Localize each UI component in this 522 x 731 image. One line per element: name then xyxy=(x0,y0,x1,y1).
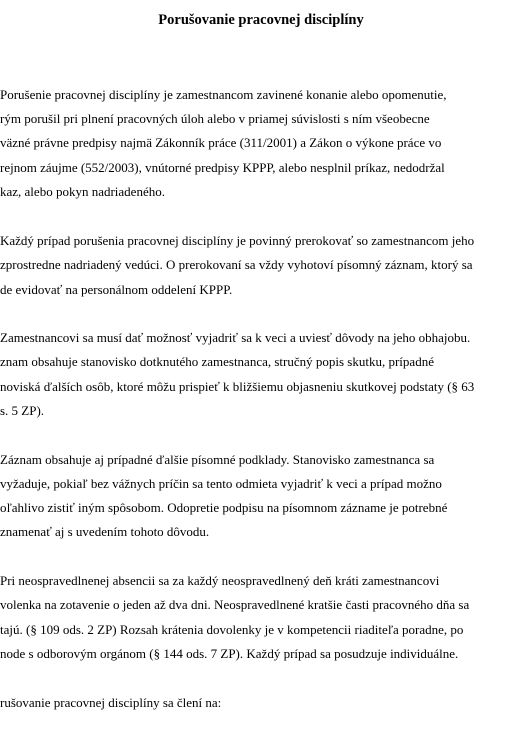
paragraph-2-line-2: zprostredne nadriadený vedúci. O prerokovaní sa vždy vyhotoví písomný záznam, ktorý sa xyxy=(0,257,473,272)
paragraph-5-line-2: volenka na zotavenie o jeden až dva dni. Neospravedlnené kratšie časti pracovného dňa sa xyxy=(0,597,470,612)
paragraph-1-line-1: Porušenie pracovnej disciplíny je zamestnancom zavinené konanie alebo opomenutie, xyxy=(0,87,447,102)
paragraph-1-line-3: väzné právne predpisy najmä Zákonník práce (311/2001) a Zákon o výkone práce vo xyxy=(0,135,442,150)
paragraph-4-line-1: Záznam obsahuje aj prípadné ďalšie písomné podklady. Stanovisko zamestnanca sa xyxy=(0,452,435,467)
paragraph-4-line-3: oľahlivo zistiť iným spôsobom. Odopretie podpisu na písomnom zázname je potrebné xyxy=(0,500,448,515)
paragraph-4-line-4: znamenať aj s uvedením tohoto dôvodu. xyxy=(0,524,210,539)
paragraph-5-line-1: Pri neospravedlnenej absencii sa za každý neospravedlnený deň kráti zamestnancovi xyxy=(0,573,440,588)
paragraph-5-line-4: node s odborovým orgánom (§ 144 ods. 7 ZP). Každý prípad sa posudzuje individuálne. xyxy=(0,646,459,661)
paragraph-2-line-3: de evidovať na personálnom oddelení KPPP. xyxy=(0,282,233,297)
paragraph-3-line-3: noviská ďalších osôb, ktoré môžu prispieť k bližšiemu objasneniu skutkovej podstaty (§ 63 xyxy=(0,379,475,394)
paragraph-1-line-4: rejnom záujme (552/2003), vnútorné predpisy KPPP, alebo nesplnil príkaz, nedodržal xyxy=(0,160,445,175)
paragraph-3-line-1: Zamestnancovi sa musí dať možnosť vyjadriť sa k veci a uviesť dôvody na jeho obhajobu. xyxy=(0,330,471,345)
paragraph-3-line-4: s. 5 ZP). xyxy=(0,403,45,418)
paragraph-2-line-1: Každý prípad porušenia pracovnej disciplíny je povinný prerokovať so zamestnancom jeho xyxy=(0,233,475,248)
paragraph-4-line-2: vyžaduje, pokiaľ bez vážnych príčin sa tento odmieta vyjadriť k veci a prípad možno xyxy=(0,476,442,491)
paragraph-1-line-5: kaz, alebo pokyn nadriadeného. xyxy=(0,184,165,199)
paragraph-3-line-2: znam obsahuje stanovisko dotknutého zamestnanca, stručný popis skutku, prípadné xyxy=(0,354,434,369)
document-title: Porušovanie pracovnej disciplíny xyxy=(158,12,364,28)
paragraph-1-line-2: rým porušil pri plnení pracovných úloh alebo v priamej súvislosti s ním všeobecne xyxy=(0,111,430,126)
paragraph-5-line-3: tajú. (§ 109 ods. 2 ZP) Rozsah krátenia dovolenky je v kompetencii riaditeľa poradne, po xyxy=(0,622,464,637)
paragraph-6-line-1: rušovanie pracovnej disciplíny sa člení na: xyxy=(0,695,222,710)
